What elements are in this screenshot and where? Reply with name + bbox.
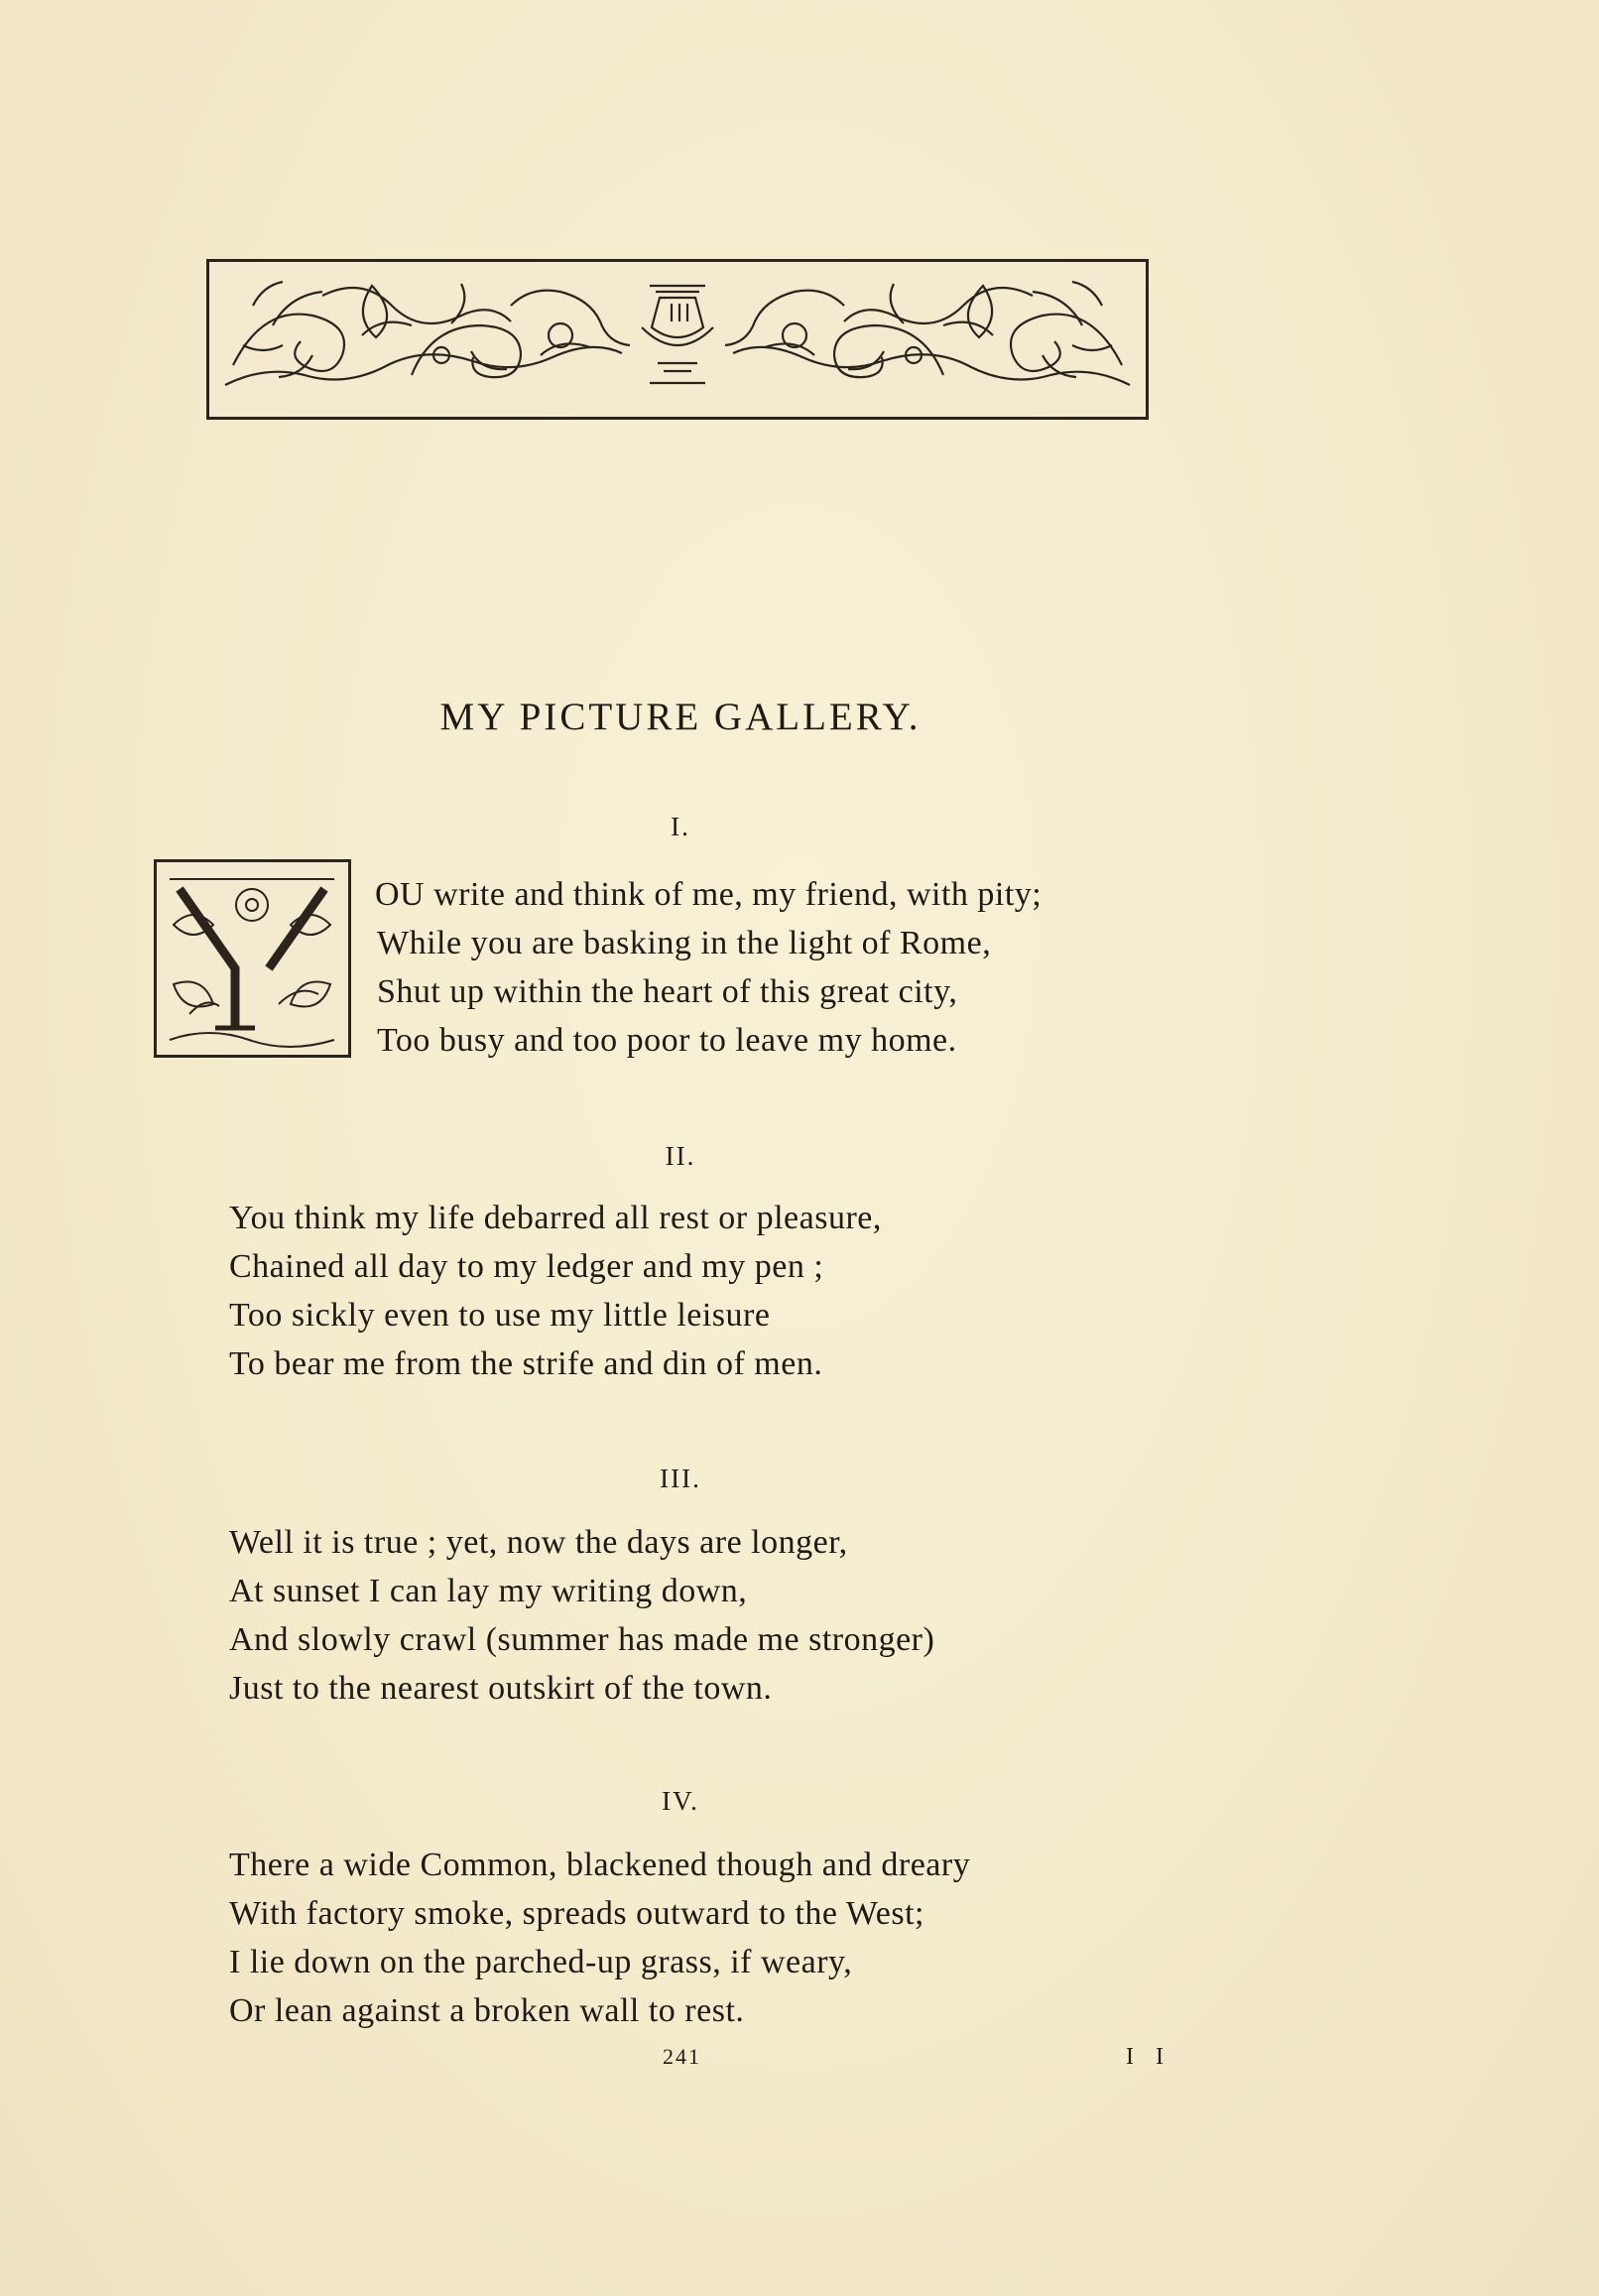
verse-line: There a wide Common, blackened though and dreary (229, 1847, 971, 1883)
verse-line: And slowly crawl (summer has made me stronger) (229, 1621, 935, 1658)
stanza-4 (229, 1841, 970, 2035)
page-number: 241 (663, 2044, 701, 2069)
stanza-numeral: IV. (662, 1786, 699, 1816)
verse-line: OU write and think of me, my friend, with pity; (375, 876, 1043, 913)
stanza-numeral: II. (665, 1141, 696, 1171)
decorated-initial-y (154, 859, 351, 1058)
verse-line: Too busy and too poor to leave my home. (377, 1022, 957, 1059)
verse-line: At sunset I can lay my writing down, (229, 1573, 748, 1609)
verse-line: I lie down on the parched-up grass, if weary, (229, 1944, 853, 1980)
decorated-initial-icon (160, 865, 345, 1052)
stanza-numeral: I. (671, 812, 690, 841)
signature-mark: I I (1126, 2044, 1171, 2070)
verse-line: To bear me from the strife and din of men. (229, 1345, 823, 1382)
verse-line: You think my life debarred all rest or pleasure, (229, 1200, 882, 1236)
stanza-2 (229, 1194, 882, 1388)
stanza-3 (229, 1518, 934, 1713)
verse-line: Well it is true ; yet, now the days are longer, (229, 1524, 848, 1561)
verse-line: Just to the nearest outskirt of the town. (229, 1670, 773, 1707)
stanza-1 (377, 870, 1042, 1065)
verse-line: Or lean against a broken wall to rest. (229, 1992, 745, 2029)
poem-title: MY PICTURE GALLERY. (439, 696, 922, 738)
verse-line: Shut up within the heart of this great city, (377, 973, 958, 1010)
floral-vase-ornament-icon (213, 266, 1142, 413)
verse-line: While you are basking in the light of Rome, (377, 925, 992, 961)
verse-line: Too sickly even to use my little leisure (229, 1297, 771, 1334)
ornamental-headpiece (206, 259, 1149, 420)
verse-line: Chained all day to my ledger and my pen ; (229, 1248, 824, 1285)
stanza-numeral: III. (660, 1464, 701, 1493)
verse-line: With factory smoke, spreads outward to the West; (229, 1895, 924, 1932)
